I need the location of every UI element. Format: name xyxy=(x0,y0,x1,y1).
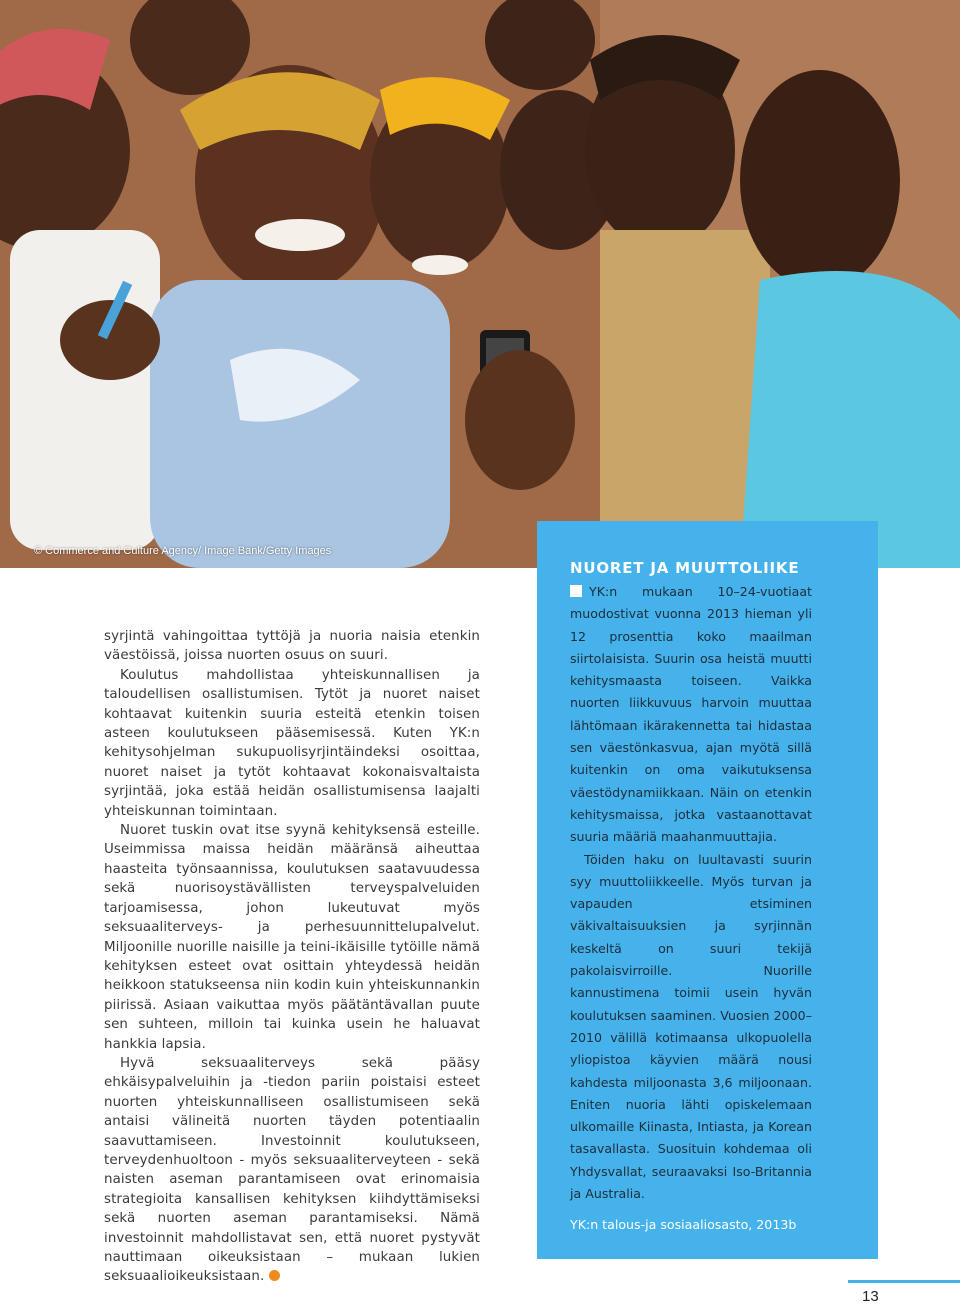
page-number-box xyxy=(848,1280,960,1313)
sidebar-paragraph-text: YK:n mukaan 10–24-vuotiaat muodostivat vuonna 2013 hieman yli 12 prosenttia koko maailman siirtolaisista. Suurin osa heistä muutti kehitysmaasta toiseen. Vaikka nuorten liikkuvuus harvoin muuttaa lähtömaan ikärakennetta tai hidastaa sen väestönkasvua, ajan myötä sillä kuitenkin on oma vaikutuksensa väestödynamiikkaan. Näin on etenkin kehitysmaissa, jotka vastaanottavat suuria määriä maahanmuuttajia. xyxy=(570,584,812,845)
header-photo xyxy=(0,0,960,568)
photo-icon xyxy=(0,0,960,568)
main-paragraph-text: Hyvä seksuaaliterveys sekä pääsy ehkäisypalveluihin ja -tiedon pariin poistaisi esteet nuorten yhteiskunnalliseen osallistumiseen sekä antaisi välineitä nuorten täyden potentiaalin saavuttamiseen. Investoinnit koulutukseen, terveydenhuoltoon - myös seksuaaliterveyteen - sekä naisten aseman parantamiseen ovat erinomaisia strategioita kansallisen kehityksen kiihdyttämiseksi sekä nuorten aseman parantamiseksi. Nämä investoinnit mahdollistavat sen, että nuoret pystyvät nauttimaan oikeuksistaan – mukaan lukien seksuaalioikeuksistaan. xyxy=(104,1055,480,1285)
photo-credit: © Commerce and Culture Agency/ Image Bank/Getty Images xyxy=(34,545,332,557)
sidebar-paragraph xyxy=(570,581,812,849)
sidebar-content xyxy=(570,559,812,1237)
page-number: 13 xyxy=(862,1288,879,1305)
sidebar-paragraph: Töiden haku on luultavasti suurin syy muuttoliikkeelle. Myös turvan ja vapauden etsiminen väkivaltaisuuksien ja syrjinnän keskeltä on suuri tekijä pakolaisvirroille. Nuorille kannustimena toimii usein hyvän koulutuksen saaminen. Vuosien 2000–2010 välillä kotimaansa ulkopuolella yliopistoa käyvien määrä nousi kahdesta miljoonasta 3,6 miljoonaan. Eniten nuoria lähti opiskelemaan ulkomaille Kiinasta, Intiasta, ja Korean tasavallasta. Suosituin kohdemaa oli Yhdysvallat, seuraavaksi Iso-Britannia ja Australia. xyxy=(570,851,812,1202)
main-paragraph: Nuoret tuskin ovat itse syynä kehityksensä esteille. Useimmissa maissa heidän määränsä aiheuttaa haasteita työnsaannissa, koulutuksen saatavuudessa sekä nuorisoystävällisten terveyspalveluiden tarjoamisessa, johon lukeutuvat myös seksuaaliterveys- ja perhesuunnittelupalvelut. Miljoonille nuorille naisille ja teini-ikäisille tytöille nämä kehityksen esteet ovat osittain yhteydessä heidän heikkoon statukseensa niin kodin kuin yhteiskunnankin piirissä. Asiaan vaikuttaa myös päätäntävallan puute sen suhteen, milloin tai kuinka usein he haluavat hankkia lapsia. xyxy=(104,823,480,1052)
square-bullet-icon xyxy=(570,585,582,597)
main-paragraph: syrjintä vahingoittaa tyttöjä ja nuoria naisia etenkin väestöissä, joissa nuorten osuus on suuri. xyxy=(104,629,480,664)
end-marker-icon xyxy=(269,1270,280,1281)
main-paragraph: Koulutus mahdollistaa yhteiskunnallisen ja taloudellisen osallistumisen. Tytöt ja nuoret naiset kohtaavat kuitenkin suuria esteitä etenkin toisen asteen koulutukseen pääsemisessä. Kuten YK:n kehitysohjelman sukupuolisyrjintäindeksi osoittaa, nuoret naiset ja tytöt kohtaavat kokonaisvaltaista syrjintää, joka estää heidän osallistumisensa laajalti yhteiskunnan toimintaan. xyxy=(104,667,480,819)
main-paragraph-last xyxy=(104,1054,480,1287)
sidebar-source: YK:n talous-ja sosiaaliosasto, 2013b xyxy=(570,1217,797,1233)
sidebar-box xyxy=(537,521,878,1259)
main-text-column xyxy=(104,627,480,1287)
sidebar-title: NUORET JA MUUTTOLIIKE xyxy=(570,559,800,577)
